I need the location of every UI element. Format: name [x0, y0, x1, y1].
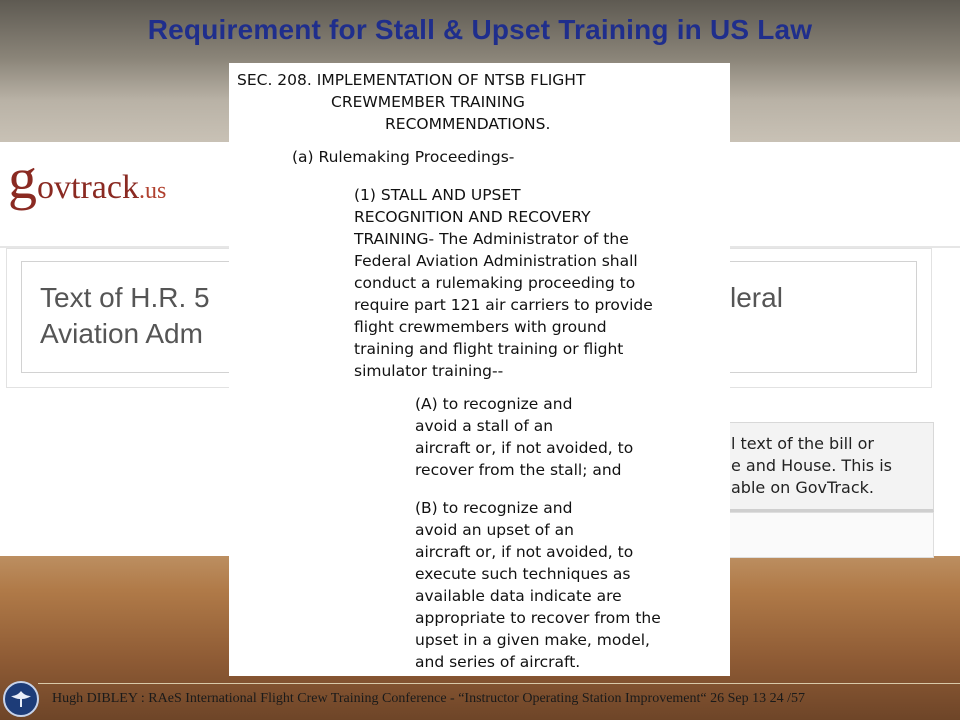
bill-title-line2: Aviation Adm [40, 318, 203, 349]
paragraph-1-line: flight crewmembers with ground [354, 318, 607, 336]
section-heading-line3: RECOMMENDATIONS. [385, 115, 551, 133]
section-heading-line2: CREWMEMBER TRAINING [331, 93, 525, 111]
subsection-a-heading: (a) Rulemaking Proceedings- [292, 148, 515, 166]
paragraph-1-line: require part 121 air carriers to provide [354, 296, 653, 314]
paragraph-1-line: (1) STALL AND UPSET [354, 186, 521, 204]
clause-a-line: (A) to recognize and [415, 395, 573, 413]
paragraph-1-line: RECOGNITION AND RECOVERY [354, 208, 591, 226]
footer-divider [38, 683, 960, 684]
note-line: l text of the bill or [731, 434, 874, 453]
clause-a-line: aircraft or, if not avoided, to [415, 439, 634, 457]
govtrack-logo-ov: ovtrack [37, 169, 139, 206]
paragraph-1-line: conduct a rulemaking proceeding to [354, 274, 636, 292]
paragraph-1-line: training and flight training or flight [354, 340, 624, 358]
bill-title-left [40, 280, 210, 352]
raes-emblem-icon [3, 681, 39, 717]
bill-title-line1: Text of H.R. 5 [40, 282, 210, 313]
clause-b-line: execute such techniques as [415, 565, 631, 583]
paragraph-1-line: simulator training-- [354, 362, 504, 380]
clause-b-line: avoid an upset of an [415, 521, 574, 539]
legal-text-excerpt [229, 63, 730, 676]
clause-b-line: upset in a given make, model, [415, 631, 650, 649]
paragraph-1-line: TRAINING- The Administrator of the [354, 230, 629, 248]
bill-title-right [730, 280, 783, 316]
clause-b-line: available data indicate are [415, 587, 622, 605]
note-line: e and House. This is [731, 456, 892, 475]
govtrack-logo-us: .us [138, 178, 167, 204]
paragraph-1-line: Federal Aviation Administration shall [354, 252, 638, 270]
govtrack-secondary-box [700, 512, 934, 558]
govtrack-logo-g: g [8, 146, 37, 211]
note-line: able on GovTrack. [731, 478, 874, 497]
footer-text: Hugh DIBLEY : RAeS International Flight Crew Training Conference - “Instructor Operating Station Improvement“ 26 Sep 13 24 /57 [52, 691, 806, 706]
slide-title: Requirement for Stall & Upset Training in US Law [147, 14, 813, 45]
govtrack-logo [8, 146, 167, 211]
clause-b-line: appropriate to recover from the [415, 609, 661, 627]
clause-a-line: avoid a stall of an [415, 417, 554, 435]
section-heading-line1: SEC. 208. IMPLEMENTATION OF NTSB FLIGHT [237, 71, 586, 89]
clause-b-line: and series of aircraft. [415, 653, 581, 671]
govtrack-info-note [700, 422, 934, 512]
bill-title-right-line1: leral [730, 282, 783, 313]
clause-b-line: aircraft or, if not avoided, to [415, 543, 634, 561]
clause-b-line: (B) to recognize and [415, 499, 573, 517]
clause-a-line: recover from the stall; and [415, 461, 622, 479]
